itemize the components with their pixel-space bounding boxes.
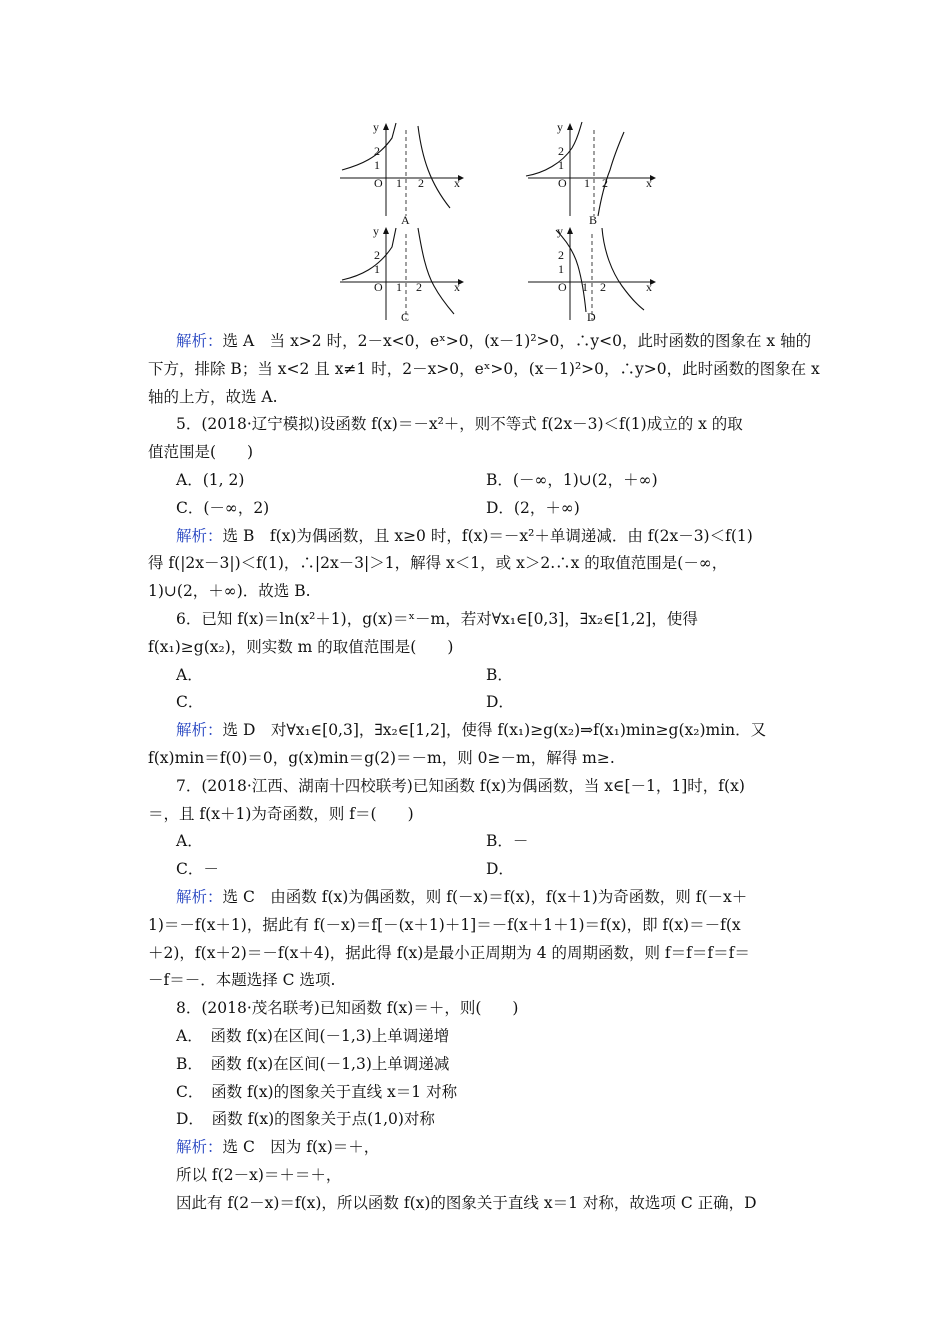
x-tick-2: 2 [418,176,424,190]
option-d: D． [486,860,514,879]
origin-label: O [558,176,567,190]
solution-7-line-1 [148,884,828,912]
solution-6-line-1 [148,717,828,745]
graph-label: B [589,213,598,227]
question-7-options-ab [148,828,828,856]
solution-8-line-1 [148,1134,828,1162]
graph-d-plot [522,222,672,322]
question-7-line-2: ＝，且 f(x＋1)为奇函数，则 f＝( ) [148,804,414,823]
solution-8-line-3: 因此有 f(2－x)＝f(x)，所以函数 f(x)的图象关于直线 x＝1 对称，故选项 C 正确，D [176,1193,757,1212]
x-axis-label: x [454,280,460,294]
option-c: C．(－∞，2) [176,498,270,517]
solution-7-line-4: －f＝－．本题选择 C 选项. [148,971,336,990]
question-7-line-1: 7．(2018·江西、湖南十四校联考)已知函数 f(x)为偶函数，当 x∈[－1，1]时，f(x) [176,776,745,795]
solution-label: 解析： [176,721,223,740]
question-6-line-1: 6．已知 f(x)＝ln(x²＋1)，g(x)＝ˣ－m，若对∀x₁∈[0,3]，∃x₂∈[1,2]，使得 [176,609,698,628]
y-tick-1: 1 [374,158,380,172]
solution-7-line-3: ＋2)，f(x＋2)＝－f(x＋4)，据此得 f(x)是最小正周期为 4 的周期函数，则 f＝f＝f＝f＝ [148,943,750,962]
solution-label: 解析： [176,887,223,906]
option-d: D．(2，＋∞) [486,498,580,517]
graph-label: D [587,310,596,324]
x-axis-label: x [646,280,652,294]
solution-text: 选 C 由函数 f(x)为偶函数，则 f(－x)＝f(x)，f(x＋1)为奇函数，则 f(－x＋ [222,887,748,906]
graph-c [330,222,480,322]
question-5-options-ab [148,467,828,495]
x-tick-1: 1 [584,176,590,190]
y-axis-label: y [557,224,563,238]
y-axis-label: y [557,120,563,134]
solution-label: 解析： [176,526,223,545]
solution-text: 选 A 当 x>2 时，2－x<0，eˣ>0，(x－1)²>0，∴y<0，此时函数的图象在 x 轴的 [222,332,812,350]
graph-label: C [401,310,410,324]
x-tick-2: 2 [416,280,422,294]
x-axis-label: x [454,176,460,190]
document-body [148,328,828,1218]
x-tick-2: 2 [600,280,606,294]
y-tick-1: 1 [558,262,564,276]
graph-d [522,222,672,322]
graph-b [522,118,672,227]
solution-6-line-2: f(x)min＝f(0)＝0，g(x)min＝g(2)＝－m，则 0≥－m，解得 m≥. [148,748,615,767]
x-tick-1: 1 [396,280,402,294]
option-a: A．(1, 2) [176,470,245,489]
graph-c-plot [330,222,480,322]
option-b: B． [486,665,513,684]
option-b: B．(－∞，1)∪(2，＋∞) [486,470,658,489]
y-tick-2: 2 [374,144,380,158]
y-axis-label: y [373,120,379,134]
answer-graphs [330,118,660,328]
solution-5-line-1 [148,523,828,551]
graph-label: A [401,213,410,227]
graph-a [330,118,480,227]
x-axis-label: x [646,176,652,190]
option-c: C． [176,693,204,712]
solution-5-line-2: 得 f(|2x－3|)＜f(1)，∴|2x－3|＞1，解得 x＜1，或 x＞2.∴x 的取值范围是(－∞， [148,554,728,573]
option-a: A． [176,832,203,851]
graph-a-plot [330,118,480,218]
solution-4-line-3: 轴的上方，故选 A. [148,387,278,406]
option-b: B． 函数 f(x)在区间(－1,3)上单调递减 [176,1054,450,1073]
solution-text: 选 C 因为 f(x)＝＋， [222,1138,380,1157]
y-tick-2: 2 [374,248,380,262]
solution-text: 选 B f(x)为偶函数，且 x≥0 时，f(x)＝－x²＋单调递减．由 f(2x－3)＜f(1) [222,526,753,545]
y-axis-label: y [373,224,379,238]
solution-label: 解析： [176,1138,223,1157]
solution-8-line-2: 所以 f(2－x)＝＋＝＋， [176,1165,342,1184]
question-6-options-cd [148,689,828,717]
x-tick-1: 1 [396,176,402,190]
solution-5-line-3: 1)∪(2，＋∞)．故选 B. [148,582,311,601]
origin-label: O [374,176,383,190]
option-d: D． [486,693,514,712]
option-c: C． 函数 f(x)的图象关于直线 x＝1 对称 [176,1082,458,1101]
solution-4-line-1 [148,328,828,356]
question-8-line-1: 8．(2018·茂名联考)已知函数 f(x)＝＋，则( ) [176,999,519,1018]
y-tick-1: 1 [374,262,380,276]
question-6-line-2: f(x₁)≥g(x₂)，则实数 m 的取值范围是( ) [148,637,454,656]
option-c: C．－ [176,860,219,879]
question-5-line-2: 值范围是( ) [148,443,254,462]
y-tick-2: 2 [558,144,564,158]
solution-text: 选 D 对∀x₁∈[0,3]，∃x₂∈[1,2]，使得 f(x₁)≥g(x₂)⇒f(x₁)min≥g(x₂)min．又 [222,721,767,740]
solution-4-line-2: 下方，排除 B；当 x<2 且 x≠1 时，2－x>0，eˣ>0，(x－1)²>0，∴y>0，此时函数的图象在 x [148,359,820,378]
origin-label: O [558,280,567,294]
question-5-line-1: 5．(2018·辽宁模拟)设函数 f(x)＝－x²＋，则不等式 f(2x－3)＜f(1)成立的 x 的取 [176,415,743,434]
solution-7-line-2: 1)＝－f(x＋1)，据此有 f(－x)＝f[－(x＋1)＋1]＝－f(x＋1＋1)＝f(x)，即 f(x)＝－f(x [148,915,741,934]
graph-b-plot [522,118,672,218]
option-a: A． 函数 f(x)在区间(－1,3)上单调递增 [176,1026,450,1045]
question-5-options-cd [148,495,828,523]
question-6-options-ab [148,662,828,690]
y-tick-2: 2 [558,248,564,262]
y-tick-1: 1 [558,158,564,172]
question-7-options-cd [148,856,828,884]
solution-label: 解析： [176,332,223,350]
origin-label: O [374,280,383,294]
option-b: B．－ [486,832,529,851]
x-tick-2: 2 [602,176,608,190]
option-d: D． 函数 f(x)的图象关于点(1,0)对称 [176,1110,435,1129]
x-tick-1: 1 [582,280,588,294]
option-a: A． [176,665,203,684]
